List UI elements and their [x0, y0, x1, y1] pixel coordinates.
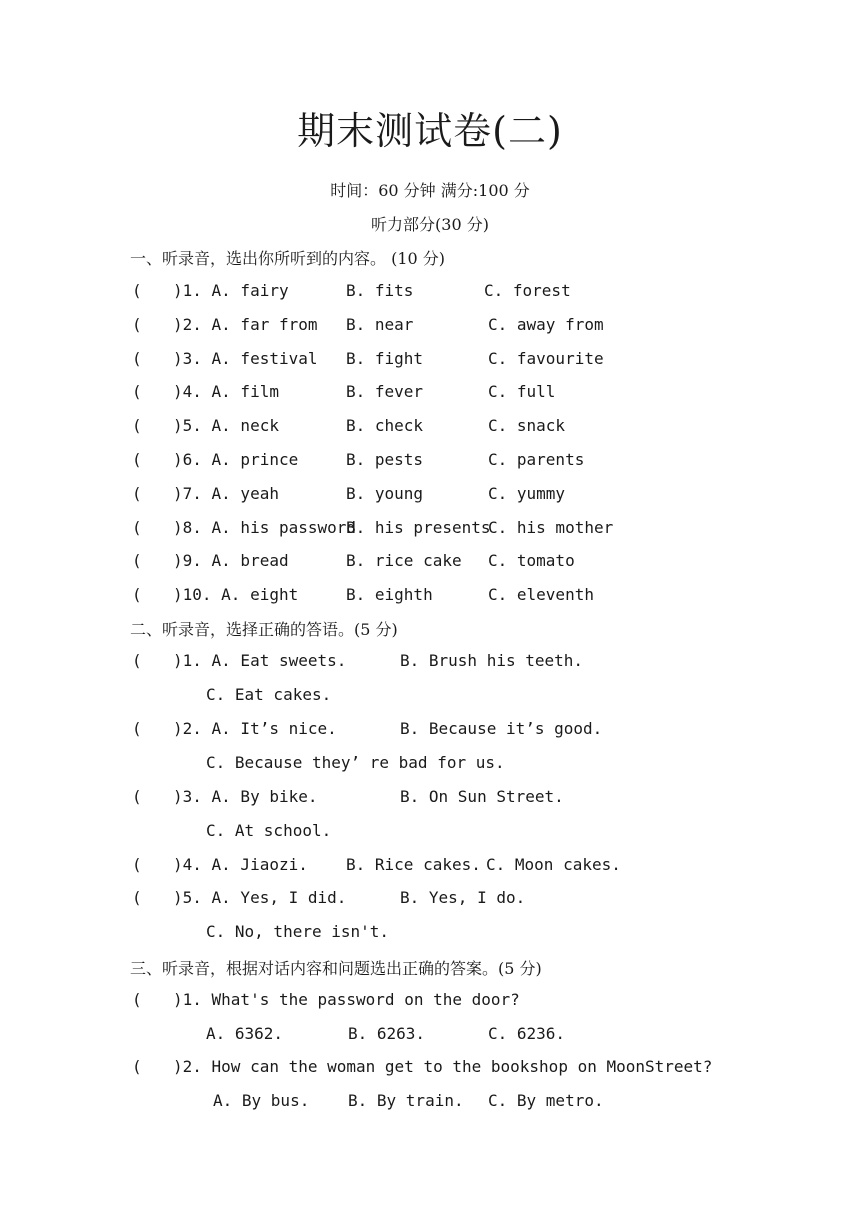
answer-blank[interactable]: (	[132, 719, 142, 738]
s1-item-4-c: C. full	[488, 382, 556, 402]
s1-item-7-b: B. young	[346, 483, 424, 503]
answer-blank[interactable]: (	[132, 585, 142, 605]
s2-q3-b: B. On Sun Street.	[400, 787, 564, 806]
s1-item-3-a: )3. A. festival	[173, 348, 318, 368]
s1-item-5-c: C. snack	[488, 416, 566, 436]
s3-q2-question: )2. How can the woman get to the bookshop on MoonStreet?	[173, 1057, 713, 1076]
s2-q1-c: C. Eat cakes.	[206, 685, 332, 704]
s3-q1-c: C. 6236.	[488, 1024, 566, 1043]
s1-item-5-a: )5. A. neck	[173, 416, 279, 436]
s2-q5-b: B. Yes, I do.	[400, 888, 526, 907]
s1-item-2-b: B. near	[346, 314, 414, 334]
part-title: 听力部分(30 分)	[371, 215, 489, 234]
s2-q2-b: B. Because it’s good.	[400, 719, 603, 738]
s2-q4-c: C. Moon cakes.	[486, 855, 621, 874]
s1-item-6-c: C. parents	[488, 450, 585, 469]
s3-q2-c: C. By metro.	[488, 1091, 604, 1110]
answer-blank[interactable]: (	[132, 314, 142, 334]
s1-item-2-c: C. away from	[488, 314, 604, 334]
section-1-heading: 一、听录音，选出你所听到的内容。 (10 分)	[130, 249, 446, 268]
s2-q5-c: C. No, there isn't.	[206, 922, 390, 941]
s1-item-10-c: C. eleventh	[488, 585, 594, 605]
s3-q1-b: B. 6263.	[348, 1024, 426, 1043]
s1-item-5-b: B. check	[346, 416, 424, 436]
answer-blank[interactable]: (	[132, 416, 142, 436]
s3-q1-a: A. 6362.	[206, 1024, 284, 1043]
s2-q2-a: )2. A. It’s nice.	[173, 719, 337, 738]
s1-item-1-b: B. fits	[346, 281, 414, 300]
s2-q4-b: B. Rice cakes.	[346, 855, 481, 874]
s3-q1-question: )1. What's the password on the door?	[173, 990, 520, 1009]
section-2-heading: 二、听录音，选择正确的答语。(5 分)	[130, 620, 398, 639]
answer-blank[interactable]: (	[132, 855, 142, 874]
s1-item-10-a: )10. A. eight	[173, 585, 299, 605]
s2-q1-b: B. Brush his teeth.	[400, 651, 584, 670]
s1-item-9-b: B. rice cake	[346, 551, 462, 571]
s1-item-1-c: C. forest	[484, 281, 571, 300]
answer-blank[interactable]: (	[132, 551, 142, 571]
answer-blank[interactable]: (	[132, 348, 142, 368]
answer-blank[interactable]: (	[132, 990, 142, 1009]
s1-item-3-c: C. favourite	[488, 348, 604, 368]
s1-item-7-a: )7. A. yeah	[173, 483, 279, 503]
s1-item-4-b: B. fever	[346, 382, 424, 402]
s1-item-9-c: C. tomato	[488, 551, 575, 571]
s1-item-4-a: )4. A. film	[173, 382, 279, 402]
answer-blank[interactable]: (	[132, 450, 142, 469]
answer-blank[interactable]: (	[132, 651, 142, 670]
s1-item-7-c: C. yummy	[488, 483, 566, 503]
answer-blank[interactable]: (	[132, 787, 142, 806]
s1-item-10-b: B. eighth	[346, 585, 433, 605]
s1-item-6-b: B. pests	[346, 450, 424, 469]
s1-item-3-b: B. fight	[346, 348, 424, 368]
s1-item-6-a: )6. A. prince	[173, 450, 299, 469]
s2-q4-a: )4. A. Jiaozi.	[173, 855, 308, 874]
s2-q5-a: )5. A. Yes, I did.	[173, 888, 347, 907]
exam-meta: 时间：60 分钟 满分:100 分	[330, 181, 530, 200]
answer-blank[interactable]: (	[132, 888, 142, 907]
s2-q2-c: C. Because they’ re bad for us.	[206, 753, 505, 772]
s1-item-8-a: )8. A. his password	[173, 517, 357, 537]
s1-item-1-a: )1. A. fairy	[173, 281, 289, 300]
s2-q1-a: )1. A. Eat sweets.	[173, 651, 347, 670]
answer-blank[interactable]: (	[132, 517, 142, 537]
s2-q3-a: )3. A. By bike.	[173, 787, 318, 806]
s1-item-2-a: )2. A. far from	[173, 314, 318, 334]
answer-blank[interactable]: (	[132, 1057, 142, 1076]
answer-blank[interactable]: (	[132, 281, 142, 300]
exam-title: 期末测试卷(二)	[297, 109, 563, 153]
answer-blank[interactable]: (	[132, 382, 142, 402]
s3-q2-a: A. By bus.	[213, 1091, 310, 1110]
s1-item-9-a: )9. A. bread	[173, 551, 289, 571]
section-3-heading: 三、听录音，根据对话内容和问题选出正确的答案。(5 分)	[130, 959, 542, 978]
s1-item-8-c: C. his mother	[488, 517, 614, 537]
s2-q3-c: C. At school.	[206, 821, 332, 840]
s3-q2-b: B. By train.	[348, 1091, 464, 1110]
answer-blank[interactable]: (	[132, 483, 142, 503]
s1-item-8-b: B. his presents	[346, 517, 491, 537]
